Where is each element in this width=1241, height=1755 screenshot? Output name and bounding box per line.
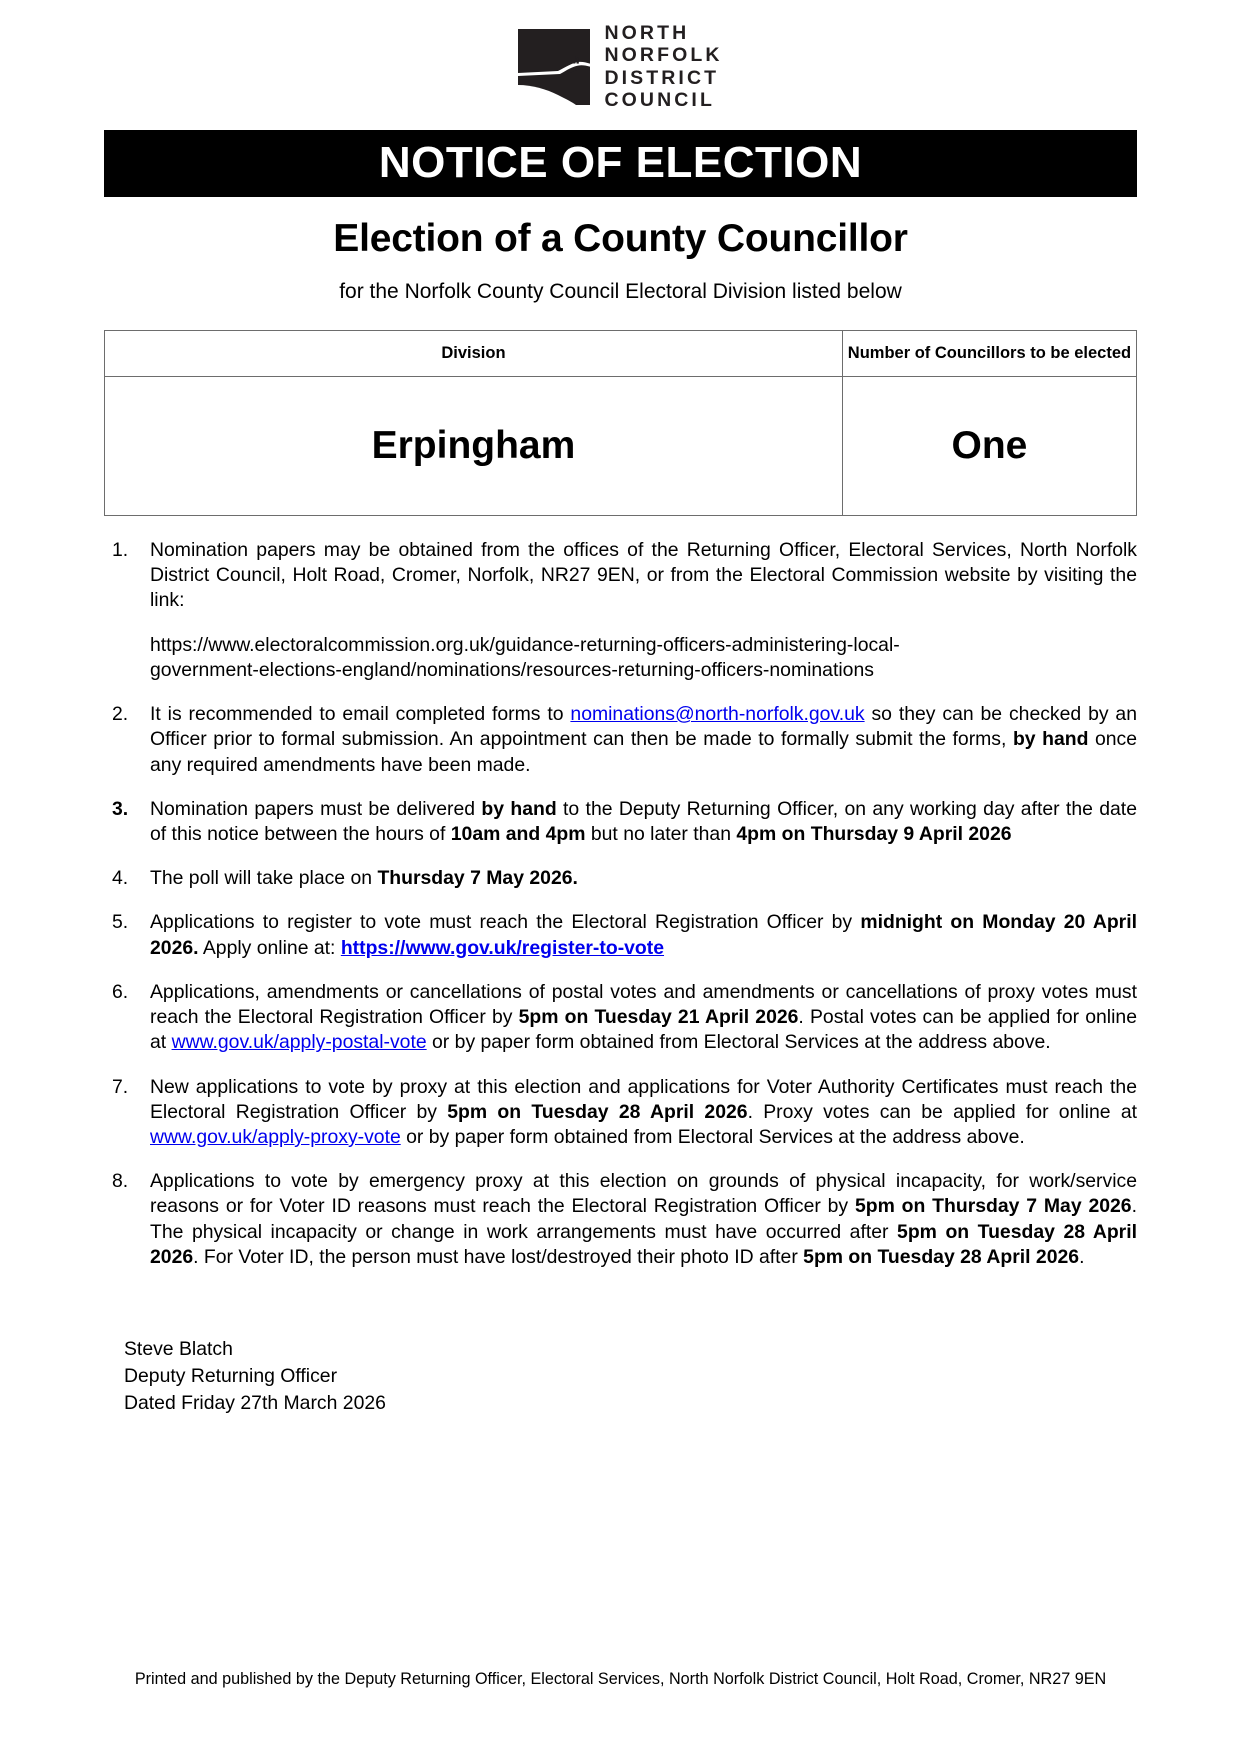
notice-2-text-part-1: It is recommended to email completed forms to [150, 703, 571, 726]
notice-1-text: Nomination papers may be obtained from the offices of the Returning Officer, Electoral Services, North Norfolk District Council, Holt Road, Cromer, Norfolk, NR27 9EN, or from the Electoral Commission website by visiting the link: [150, 539, 1137, 612]
notice-list [104, 538, 1137, 1270]
signature-block [124, 1336, 1137, 1416]
logo-line-4: COUNCIL [604, 89, 715, 111]
logo-line-2: NORFOLK [604, 44, 723, 66]
signatory-name: Steve Blatch [124, 1338, 233, 1361]
cell-division-name: Erpingham [105, 377, 843, 516]
logo-line-3: DISTRICT [604, 66, 720, 89]
notice-item-7 [104, 1075, 1137, 1151]
notice-2-text-part-3: once any required amendments have been made. [150, 728, 1138, 776]
cell-councillor-count: One [842, 377, 1136, 516]
notice-8-text-part-4: . [1079, 1245, 1085, 1268]
paragraph-gap [150, 614, 1137, 633]
notice-7-text-part-2: . Proxy votes can be applied for online at [747, 1100, 1137, 1123]
notice-6-text-part-1: Applications, amendments or cancellations of postal votes and amendments or cancellations of proxy votes must reach the Electoral Registration Officer by [150, 980, 1137, 1029]
notice-8-emphasis-deadline-1: 5pm on Thursday 7 May 2026 [854, 1195, 1132, 1218]
notice-item-4 [104, 866, 1137, 891]
notice-8-emphasis-deadline-3: 5pm on Tuesday 28 April 2026 [803, 1245, 1080, 1268]
column-header-division: Division [105, 331, 843, 377]
notice-4-emphasis-poll-date: Thursday 7 May 2026. [377, 867, 578, 890]
notice-7-emphasis-deadline: 5pm on Tuesday 28 April 2026 [447, 1100, 748, 1123]
notice-7-text-part-1: New applications to vote by proxy at this election and applications for Voter Authority Certificates must reach the Electoral Registration Officer by [150, 1075, 1137, 1123]
notice-6-text-part-2: . Postal votes can be applied for online at [150, 1006, 1137, 1054]
notice-item-8 [104, 1169, 1137, 1270]
notice-item-1 [104, 538, 1137, 683]
notice-5-text-part-1: Applications to register to vote must reach the Electoral Registration Officer by [150, 911, 861, 934]
table-header-row [105, 331, 1137, 377]
council-logo [0, 0, 1241, 112]
notice-8-text-part-1: Applications to vote by emergency proxy at this election on grounds of physical incapacity, for work/service reasons or for Voter ID reasons must reach the Electoral Registration Officer by [150, 1170, 1137, 1218]
notice-3-text-part-3: but no later than [585, 822, 737, 845]
signature-date: Dated Friday 27th March 2026 [124, 1391, 386, 1414]
council-logo-wordmark [604, 22, 722, 112]
logo-line-1: NORTH [604, 21, 690, 44]
notice-5-text-part-2: Apply online at: [198, 936, 341, 959]
notice-3-text-part-2: to the Deputy Returning Officer, on any working day after the date of this notice between the hours of [150, 797, 1137, 845]
footer-imprint: Printed and published by the Deputy Returning Officer, Electoral Services, North Norfolk District Council, Holt Road, Cromer, NR27 9EN [134, 1670, 1107, 1688]
electoral-commission-url-line-1: https://www.electoralcommission.org.uk/guidance-returning-officers-administering-local- [150, 633, 900, 656]
notice-8-text-part-3: . For Voter ID, the person must have lost/destroyed their photo ID after [193, 1245, 804, 1268]
north-norfolk-coast-cliff-logo-icon [518, 29, 590, 105]
division-table [104, 330, 1137, 516]
notice-7-text-part-3: or by paper form obtained from Electoral Services at the address above. [400, 1125, 1025, 1148]
electoral-commission-url-line-2: government-elections-england/nominations/resources-returning-officers-nominations [150, 658, 874, 681]
apply-proxy-vote-link[interactable]: www.gov.uk/apply-proxy-vote [150, 1125, 401, 1148]
notice-banner: NOTICE OF ELECTION [104, 130, 1137, 197]
notice-2-text-part-2: so they can be checked by an Officer prior to formal submission. An appointment can then be made to formally submit the forms, [150, 703, 1137, 751]
notice-item-5 [104, 910, 1137, 960]
notice-8-text-part-2: . The physical incapacity or change in work arrangements must have occurred after [150, 1195, 1137, 1243]
notice-5-emphasis-deadline: midnight on Monday 20 April 2026. [150, 911, 1137, 959]
signatory-role: Deputy Returning Officer [124, 1364, 338, 1387]
nominations-email-link[interactable]: nominations@north-norfolk.gov.uk [570, 703, 865, 726]
notice-3-emphasis-by-hand: by hand [481, 797, 557, 820]
notice-3-emphasis-deadline: 4pm on Thursday 9 April 2026 [736, 822, 1012, 845]
page-title: Election of a County Councillor [333, 217, 908, 260]
page-subtitle: for the Norfolk County Council Electoral Division listed below [339, 280, 902, 303]
notice-2-emphasis-by-hand: by hand [1012, 728, 1089, 751]
register-to-vote-link[interactable]: https://www.gov.uk/register-to-vote [340, 936, 665, 959]
notice-8-emphasis-deadline-2: 5pm on Tuesday 28 April 2026 [150, 1220, 1138, 1268]
notice-3-text-part-1: Nomination papers must be delivered [150, 797, 482, 820]
notice-item-2 [104, 702, 1137, 778]
notice-3-emphasis-hours: 10am and 4pm [450, 822, 586, 845]
notice-6-text-part-3: or by paper form obtained from Electoral Services at the address above. [426, 1031, 1051, 1054]
notice-item-3 [104, 797, 1137, 847]
apply-postal-vote-link[interactable]: www.gov.uk/apply-postal-vote [171, 1031, 427, 1054]
notice-4-text-part-1: The poll will take place on [150, 867, 378, 890]
notice-item-6 [104, 980, 1137, 1056]
table-row [105, 377, 1137, 516]
column-header-councillor-count: Number of Councillors to be elected [842, 331, 1136, 377]
notice-6-emphasis-deadline: 5pm on Tuesday 21 April 2026 [518, 1006, 799, 1029]
